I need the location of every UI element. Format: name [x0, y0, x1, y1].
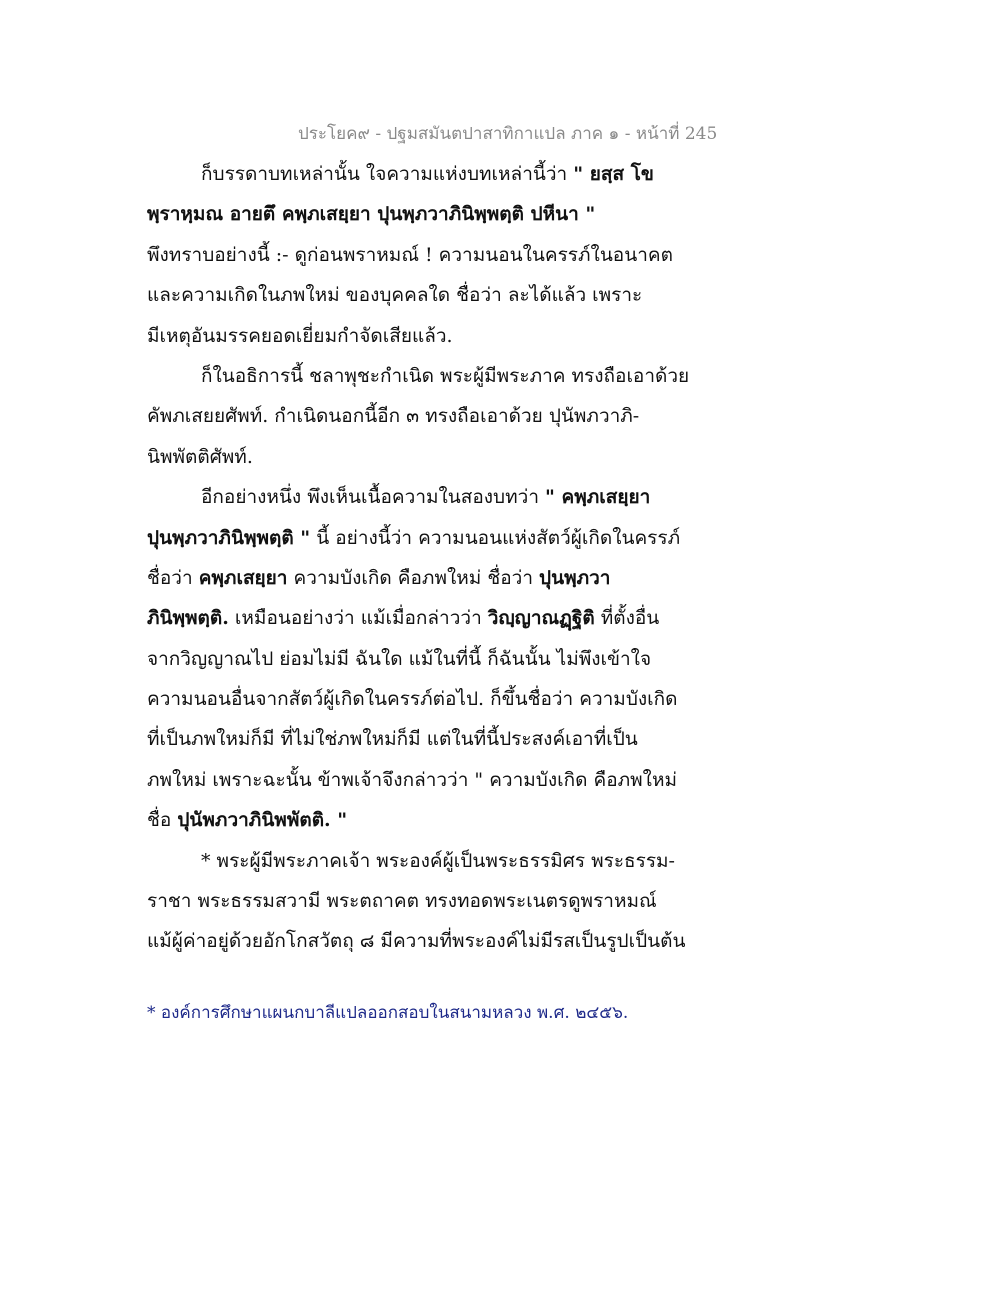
text-span: ก็บรรดาบทเหล่านั้น ใจความแห่งบทเหล่านี้ว่า [201, 163, 574, 185]
paragraph-3-line-8: ภพใหม่ เพราะฉะนั้น ข้าพเจ้าจึงกล่าวว่า " ความบังเกิด คือภพใหม่ [147, 768, 677, 791]
running-header: ประโยค๙ - ปฐมสมันตปาสาทิกาแปล ภาค ๑ - หน้าที่ 245 [298, 124, 718, 144]
paragraph-3-line-4 [147, 598, 695, 638]
pali-term: วิญฺญาณฏฺฐิติ [487, 607, 595, 630]
paragraph-2-line-2: คัพภเสยยศัพท์. กำเนิดนอกนี้อีก ๓ ทรงถือเอาด้วย ปุนัพภวาภิ- [147, 405, 640, 428]
paragraph-3-line-2 [147, 518, 695, 558]
paragraph-4-line-1: * พระผู้มีพระภาคเจ้า พระองค์ผู้เป็นพระธรรมิศร พระธรรม- [201, 849, 675, 872]
paragraph-1-line-4: และความเกิดในภพใหม่ ของบุคคลใด ชื่อว่า ละได้แล้ว เพราะ [147, 284, 643, 307]
paragraph-1-line-3: พึงทราบอย่างนี้ :- ดูก่อนพราหมณ์ ! ความนอนในครรภ์ในอนาคต [147, 243, 673, 266]
paragraph-1-line-1 [147, 154, 695, 194]
text-span: ชื่อว่า [147, 566, 199, 589]
pali-term: ปุนพฺภวา [539, 566, 611, 589]
text-span: นี้ อย่างนี้ว่า ความนอนแห่งสัตว์ผู้เกิดในครรภ์ [310, 526, 681, 549]
text-span: ชื่อ [147, 809, 178, 832]
pali-quote: " คพฺภเสยฺยา [545, 486, 651, 509]
footnote: * องค์การศึกษาแผนกบาลีแปลออกสอบในสนามหลวง พ.ศ. ๒๔๕๖. [147, 1003, 629, 1023]
pali-term: ปุนัพภวาภินิพพัตติ. " [177, 809, 348, 832]
paragraph-3-line-3 [147, 558, 695, 598]
paragraph-4-line-2: ราชา พระธรรมสวามี พระตถาคต ทรงทอดพระเนตรดูพราหมณ์ [147, 890, 657, 913]
main-text [147, 154, 695, 962]
paragraph-3-line-7: ที่เป็นภพใหม่ก็มี ที่ไม่ใช่ภพใหม่ก็มี แต่ในที่นี้ประสงค์เอาที่เป็น [147, 728, 638, 751]
text-span: เหมือนอย่างว่า แม้เมื่อกล่าวว่า [228, 607, 488, 630]
paragraph-3-line-6: ความนอนอื่นจากสัตว์ผู้เกิดในครรภ์ต่อไป. ก็ขึ้นชื่อว่า ความบังเกิด [147, 688, 678, 711]
pali-term: คพฺภเสยฺยา [198, 566, 288, 589]
paragraph-1-line-5: มีเหตุอันมรรคยอดเยี่ยมกำจัดเสียแล้ว. [147, 324, 453, 347]
paragraph-4-line-3: แม้ผู้ค่าอยู่ด้วยอักโกสวัตถุ ๘ มีความที่พระองค์ไม่มีรสเป็นรูปเป็นต้น [147, 930, 686, 953]
text-span: ความบังเกิด คือภพใหม่ ชื่อว่า [287, 566, 540, 589]
pali-quote: " ยสฺส โข [573, 163, 654, 185]
paragraph-1-line-2: พฺราหฺมณ อายตึ คพฺภเสยฺยา ปุนพฺภวาภินิพฺพตฺติ ปหีนา " [147, 203, 596, 226]
text-span: ที่ตั้งอื่น [594, 607, 660, 630]
paragraph-2-line-1: ก็ในอธิการนี้ ชลาพุชะกำเนิด พระผู้มีพระภาค ทรงถือเอาด้วย [201, 364, 690, 387]
text-span: อีกอย่างหนึ่ง พึงเห็นเนื้อความในสองบทว่า [201, 486, 546, 509]
paragraph-3-line-1 [147, 477, 695, 517]
pali-term: ภินิพฺพตฺติ. [147, 607, 229, 630]
paragraph-3-line-5: จากวิญญาณไป ย่อมไม่มี ฉันใด แม้ในที่นี้ ก็ฉันนั้น ไม่พึงเข้าใจ [147, 647, 652, 670]
paragraph-2-line-3: นิพพัตติศัพท์. [147, 445, 253, 468]
pali-quote: ปุนพฺภวาภินิพฺพตฺติ " [147, 526, 311, 549]
paragraph-3-line-9 [147, 800, 695, 840]
